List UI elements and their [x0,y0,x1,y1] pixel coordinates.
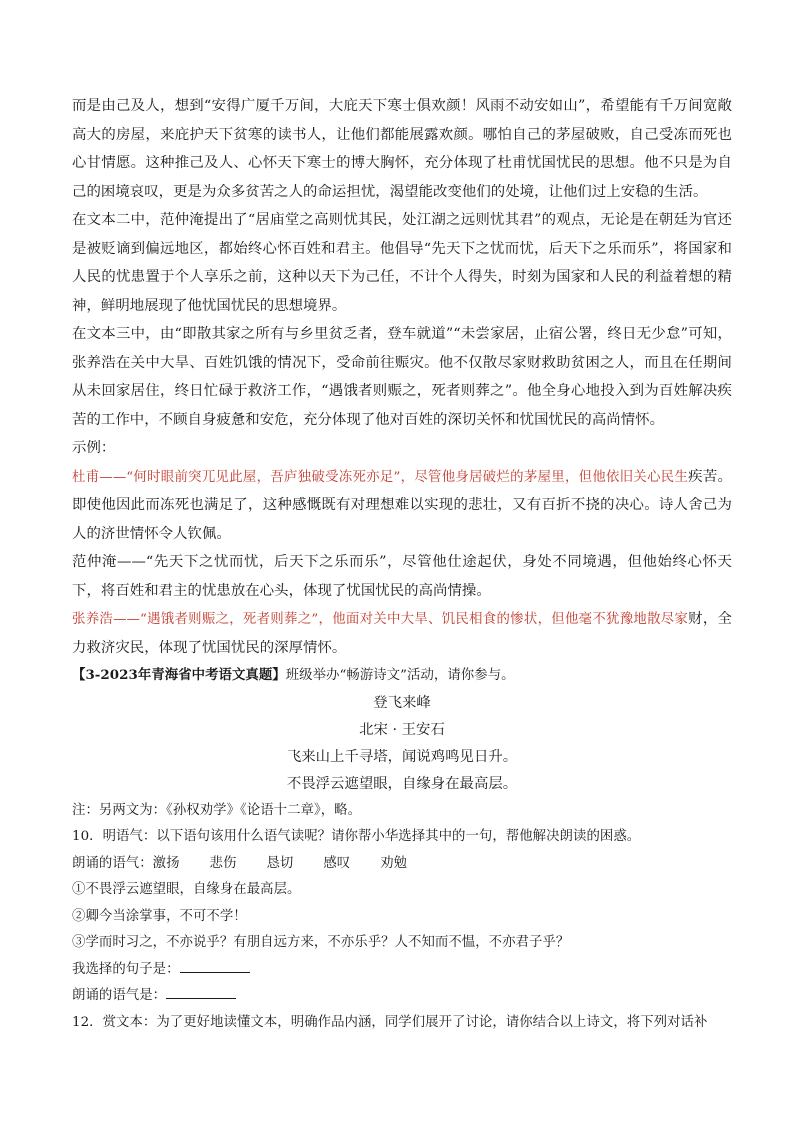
example-label: 示例： [72,440,116,456]
answer-sentence-line [72,957,732,984]
sentence-option-2: ②卿今当涂掌事，不可不学！ [72,908,247,924]
answer-tone-label: 朗诵的语气是： [72,988,167,1003]
tone-option: 劝勉 [380,855,408,871]
question-12-prompt: 12．赏文本：为了更好地读懂文本，明确作品内涵，同学们展开了讨论，请你结合以上诗文，将下列对话补 [72,1014,708,1030]
answer-sentence-label: 我选择的句子是： [72,961,180,977]
question-3-source: 【3-2023年青海省中考语文真题】 [72,667,286,683]
tone-option: 悲伤 [209,855,237,871]
question-3-intro: 班级举办“畅游诗文”活动，请你参与。 [285,668,515,683]
poem-title: 登飞来峰 [373,694,431,711]
example-zhangyanghao-quote: 张养浩——“遇饿者则赈之，死者则葬之”，他面对关中大旱、饥民相食的惨状，但他毫不犹豫地散尽家 [72,612,689,627]
sentence-option-1: ①不畏浮云遮望眼，自缘身在最高层。 [72,882,301,897]
paragraph-dufu-analysis: 而是由己及人，想到“安得广厦千万间，大庇天下寒士俱欢颜！风雨不动安如山”，希望能有千万间宽敞高大的房屋，来庇护天下贫寒的读书人，让他们都能展露欢颜。哪怕自己的茅屋破败，自己受冻而死也心甘情愿。这种推己及人、心怀天下寒士的博大胸怀，充分体现了杜甫忧国忧民的思想。他不只是为自己的困境哀叹，更是为众多贫苦之人的命运担忧，渴望能改变他们的处境，让他们过上安稳的生活。 [72,98,732,200]
note: 注：另两文为：《孙权劝学》《论语十二章》，略。 [72,802,362,818]
tone-options [72,851,732,878]
example-zhangyanghao [72,605,732,662]
question-10-prompt: 10．明语气：以下语句该用什么语气读呢？请你帮小华选择其中的一句，帮他解决朗读的困惑。 [72,829,641,844]
example-zhangyanghao-text: 财，全力救济灾民，体现了忧国忧民的深厚情怀。 [72,611,732,656]
answer-tone-line [72,983,732,1010]
tone-option: 激扬 [152,855,180,871]
poem-line-2: 不畏浮云遮望眼，自缘身在最高层。 [286,775,518,792]
example-dufu-text: 疾苦。即使他因此而冻死也满足了，这种感慨既有对理想难以实现的悲壮，又有百折不挠的决心。诗人舍己为人的济世情怀令人钦佩。 [72,468,732,542]
poem-line-1: 飞来山上千寻塔，闻说鸡鸣见日升。 [286,748,518,765]
answer-sentence-blank[interactable] [180,958,250,973]
example-dufu [72,463,732,549]
example-dufu-quote: 杜甫——“何时眼前突兀见此屋，吾庐独破受冻死亦足”，尽管他身居破烂的茅屋里，但他依旧关心民生 [72,469,689,485]
example-fanzhongyan: 范仲淹——“先天下之忧而忧，后天下之乐而乐”，尽管他仕途起伏，身处不同境遇，但他始终心怀天下，将百姓和君主的忧患放在心头，体现了忧国忧民的高尚情操。 [72,554,732,599]
poem-author: 北宋 · 王安石 [359,721,445,738]
tone-options-label: 朗诵的语气： [72,855,153,871]
paragraph-fanzhongyan-analysis: 在文本二中，范仲淹提出了“居庙堂之高则忧其民，处江湖之远则忧其君”的观点，无论是在朝廷为官还是被贬谪到偏远地区，都始终心怀百姓和君主。他倡导“先天下之忧而忧，后天下之乐而乐”，将国家和人民的忧患置于个人享乐之前，这种以天下为己任，不计个人得失，时刻为国家和人民的利益着想的精神，鲜明地展现了他忧国忧民的思想境界。 [72,212,732,314]
paragraph-zhangyanghao-analysis: 在文本三中，由“即散其家之所有与乡里贫乏者，登车就道”“未尝家居，止宿公署，终日无少怠”可知，张养浩在关中大旱、百姓饥饿的情况下，受命前往赈灾。他不仅散尽家财救助贫困之人，而且在任期间从未回家居住，终日忙碌于救济工作，“遇饿者则赈之，死者则葬之”。他全身心地投入到为百姓解决疾苦的工作中，不顾自身疲惫和安危，充分体现了他对百姓的深切关怀和忧国忧民的高尚情怀。 [72,326,732,428]
sentence-option-3: ③学而时习之，不亦说乎？有朋自远方来，不亦乐乎？人不知而不愠，不亦君子乎？ [72,935,570,950]
tone-option: 恳切 [266,855,294,871]
tone-option: 感叹 [323,855,351,871]
content-area [72,92,732,1036]
question-3-header [72,662,732,690]
answer-tone-blank[interactable] [166,984,236,999]
